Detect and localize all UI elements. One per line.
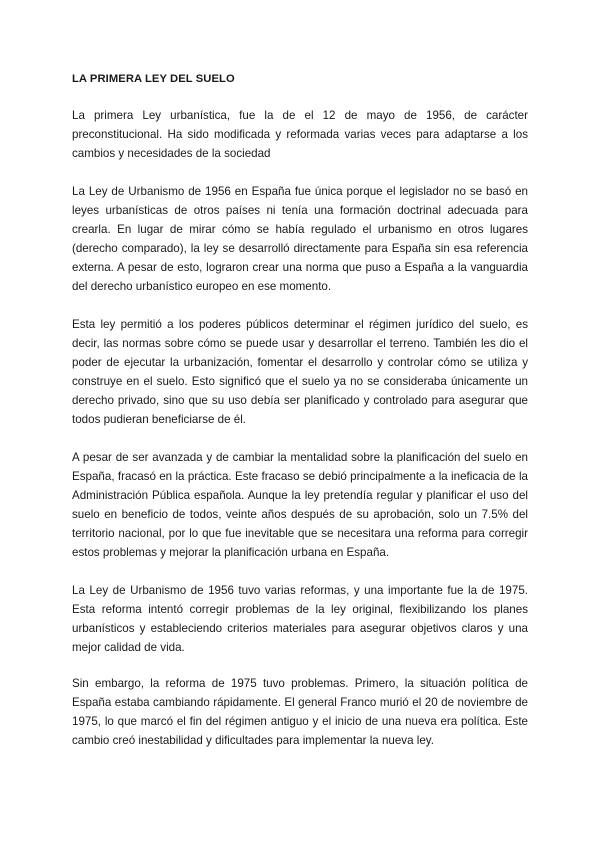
document-page: [72, 70, 528, 769]
paragraph-reform-problems: Sin embargo, la reforma de 1975 tuvo problemas. Primero, la situación política de España estaba cambiando rápidamente. El general Franco murió el 20 de noviembre de 1975, lo que marcó el fin del régimen antiguo y el inicio de una nueva era política. Este cambio creó inestabilidad y dificultades para implementar la nueva ley.: [72, 677, 528, 747]
document-title: LA PRIMERA LEY DEL SUELO: [72, 73, 235, 85]
paragraph-intro: La primera Ley urbanística, fue la de el 12 de mayo de 1956, de carácter preconstitucional. Ha sido modificada y reformada varias veces para adaptarse a los cambios y necesidades de la sociedad: [72, 109, 528, 160]
paragraph-powers: Esta ley permitió a los poderes públicos determinar el régimen jurídico del suelo, es decir, las normas sobre cómo se puede usar y desarrollar el terreno. También les dio el poder de ejecutar la urbanización, fomentar el desarrollo y controlar cómo se utiliza y construye en el suelo. Esto significó que el suelo ya no se consideraba únicamente un derecho privado, sino que su uso debía ser planificado y controlado para asegurar que todos pudieran beneficiarse de él.: [72, 318, 528, 426]
paragraph-reform-1975: La Ley de Urbanismo de 1956 tuvo varias reformas, y una importante fue la de 1975. Esta reforma intentó corregir problemas de la ley original, flexibilizando los planes urbanísticos y estableciendo criterios materiales para asegurar objetivos claros y una mejor calidad de vida.: [72, 584, 528, 654]
paragraph-origin: La Ley de Urbanismo de 1956 en España fue única porque el legislador no se basó en leyes urbanísticas de otros países ni tenía una formación doctrinal adecuada para crearla. En lugar de mirar cómo se había regulado el urbanismo en otros lugares (derecho comparado), la ley se desarrolló directamente para España sin esa referencia externa. A pesar de esto, lograron crear una norma que puso a España a la vanguardia del derecho urbanístico europeo en ese momento.: [72, 185, 528, 293]
paragraph-failure: A pesar de ser avanzada y de cambiar la mentalidad sobre la planificación del suelo en España, fracasó en la práctica. Este fracaso se debió principalmente a la ineficacia de la Administración Pública española. Aunque la ley pretendía regular y planificar el uso del suelo en beneficio de todos, veinte años después de su aprobación, solo un 7.5% del territorio nacional, por lo que fue inevitable que se necesitara una reforma para corregir estos problemas y mejorar la planificación urbana en España.: [72, 451, 528, 559]
